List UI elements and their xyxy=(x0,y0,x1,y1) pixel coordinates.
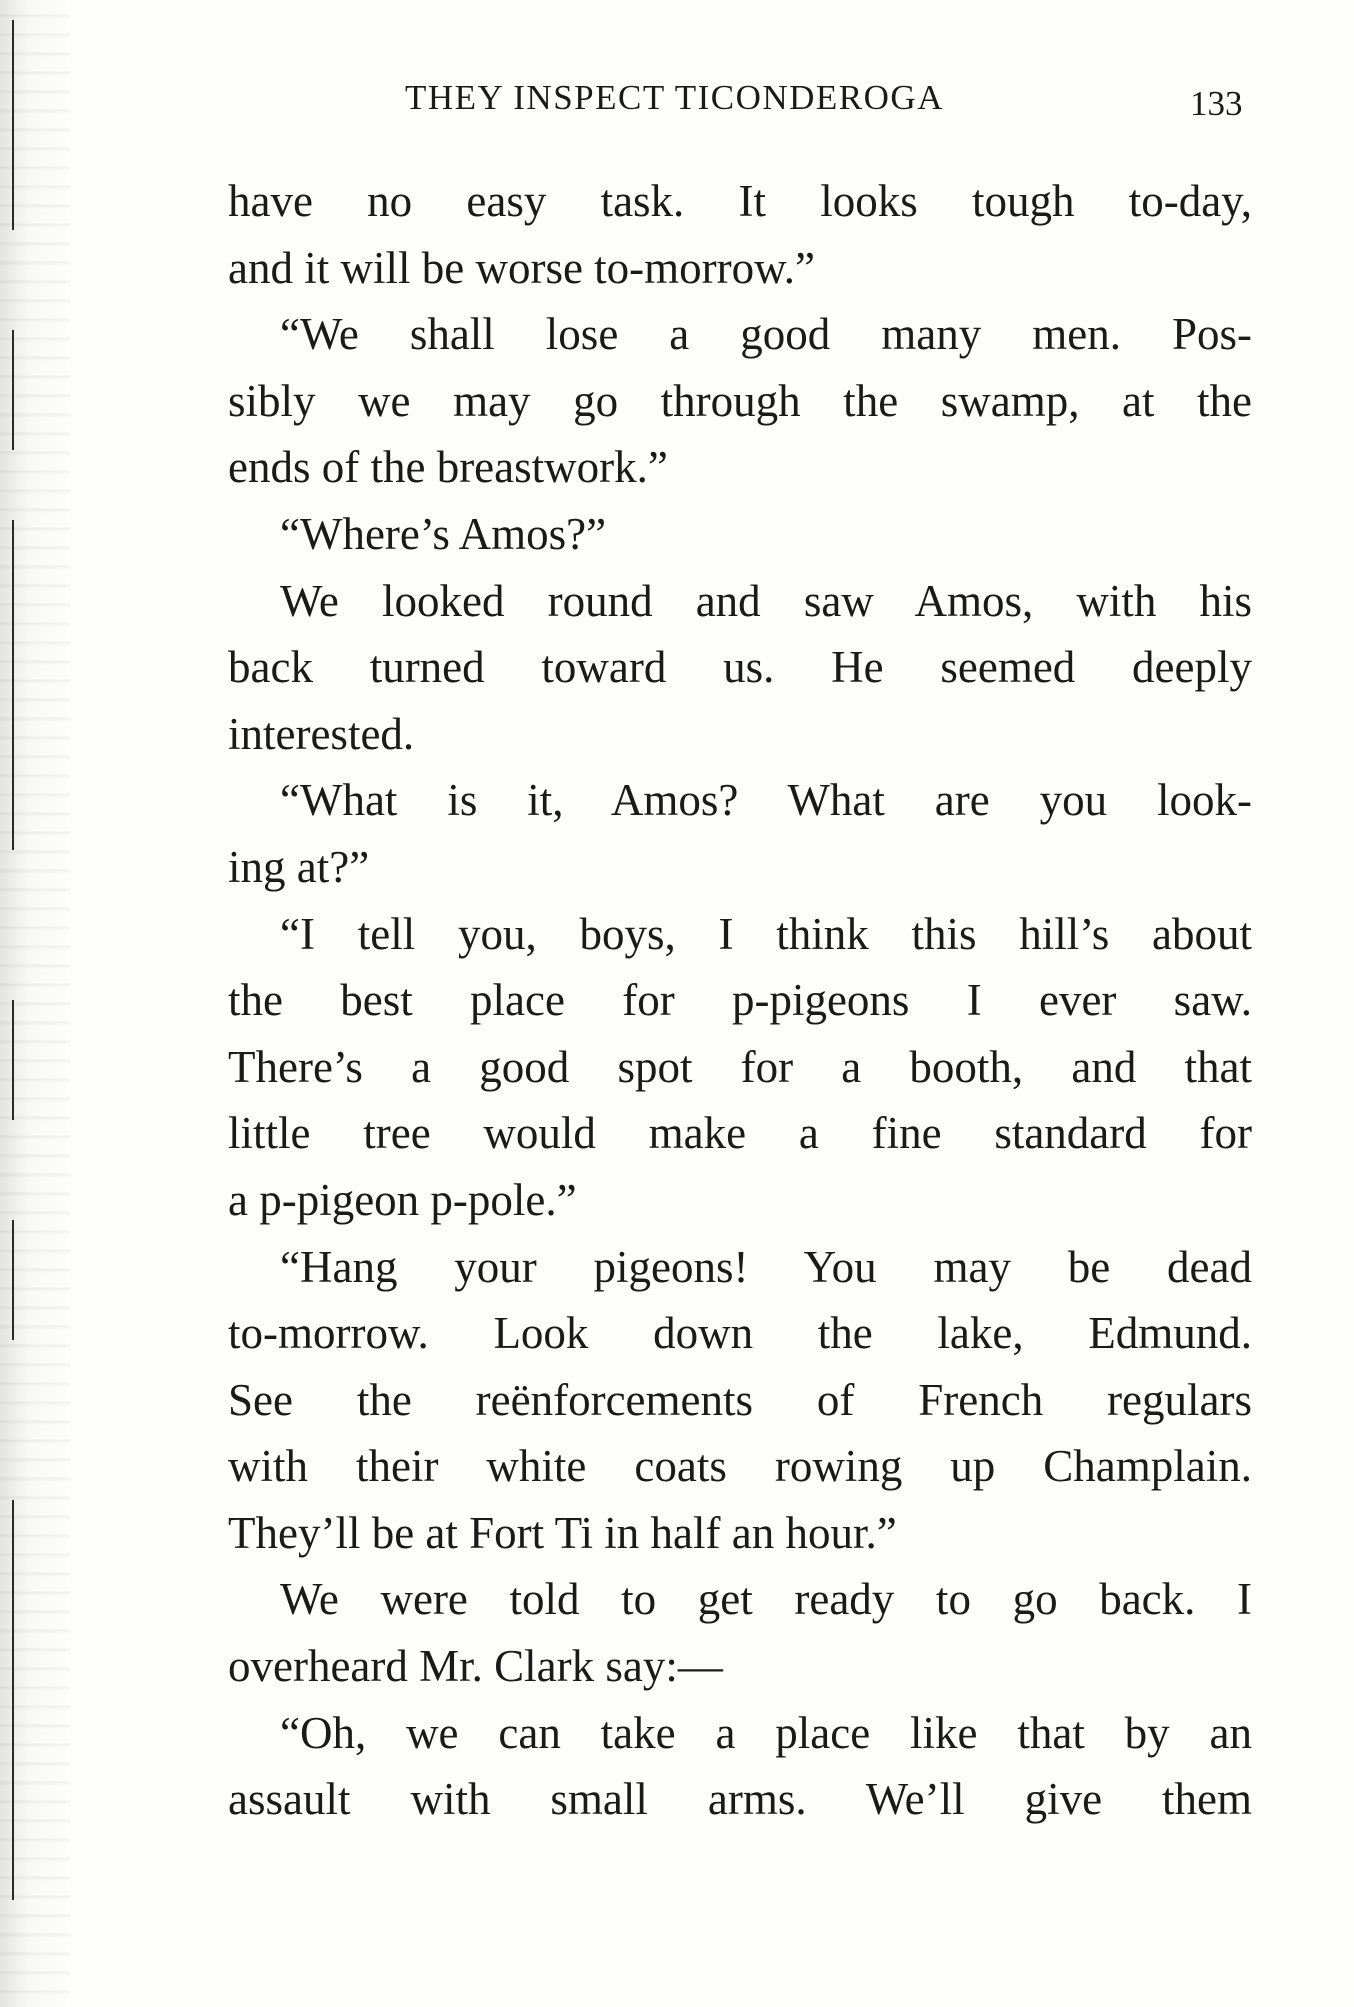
text-line: They’ll be at Fort Ti in half an hour.” xyxy=(228,1507,897,1558)
text-line: and it will be worse to-morrow.” xyxy=(228,242,815,293)
text-line: to-morrow. Look down the lake, Edmund. xyxy=(228,1308,1252,1359)
text-line: sibly we may go through the swamp, at the xyxy=(228,375,1252,426)
body-text xyxy=(228,168,1252,1833)
text-line: a p-pigeon p-pole.” xyxy=(228,1174,577,1225)
text-line: There’s a good spot for a booth, and that xyxy=(228,1041,1252,1092)
gutter-rule xyxy=(12,20,14,230)
gutter-rule xyxy=(12,330,14,450)
text-line: little tree would make a fine standard for xyxy=(228,1108,1252,1159)
text-line: the best place for p-pigeons I ever saw. xyxy=(228,975,1252,1026)
text-line: See the reënforcements of French regulars xyxy=(228,1374,1252,1425)
gutter-rule xyxy=(12,1000,14,1120)
text-line: We looked round and saw Amos, with his xyxy=(280,575,1252,626)
text-line: “Oh, we can take a place like that by an xyxy=(280,1707,1252,1758)
text-line: with their white coats rowing up Champlain. xyxy=(228,1441,1252,1492)
page-number: 133 xyxy=(1190,84,1243,123)
text-line: ing at?” xyxy=(228,841,370,892)
text-line: “Where’s Amos?” xyxy=(280,508,607,559)
text-line: “What is it, Amos? What are you look- xyxy=(280,775,1252,826)
text-line: overheard Mr. Clark say:— xyxy=(228,1641,723,1692)
text-line: We were told to get ready to go back. I xyxy=(280,1574,1252,1625)
text-line: interested. xyxy=(228,708,415,759)
text-line: have no easy task. It looks tough to-day, xyxy=(228,176,1252,226)
gutter-rule xyxy=(12,520,14,850)
text-line: assault with small arms. We’ll give them xyxy=(228,1774,1252,1825)
binding-gutter xyxy=(0,0,70,2007)
gutter-rule xyxy=(12,1500,14,1900)
text-line: “We shall lose a good many men. Pos- xyxy=(280,309,1252,360)
text-line: “Hang your pigeons! You may be dead xyxy=(280,1241,1252,1292)
gutter-rule xyxy=(12,1220,14,1340)
text-line: back turned toward us. He seemed deeply xyxy=(228,642,1252,693)
text-line: ends of the breastwork.” xyxy=(228,442,668,493)
running-title: THEY INSPECT TICONDEROGA xyxy=(405,78,944,117)
text-line: “I tell you, boys, I think this hill’s about xyxy=(280,908,1252,959)
